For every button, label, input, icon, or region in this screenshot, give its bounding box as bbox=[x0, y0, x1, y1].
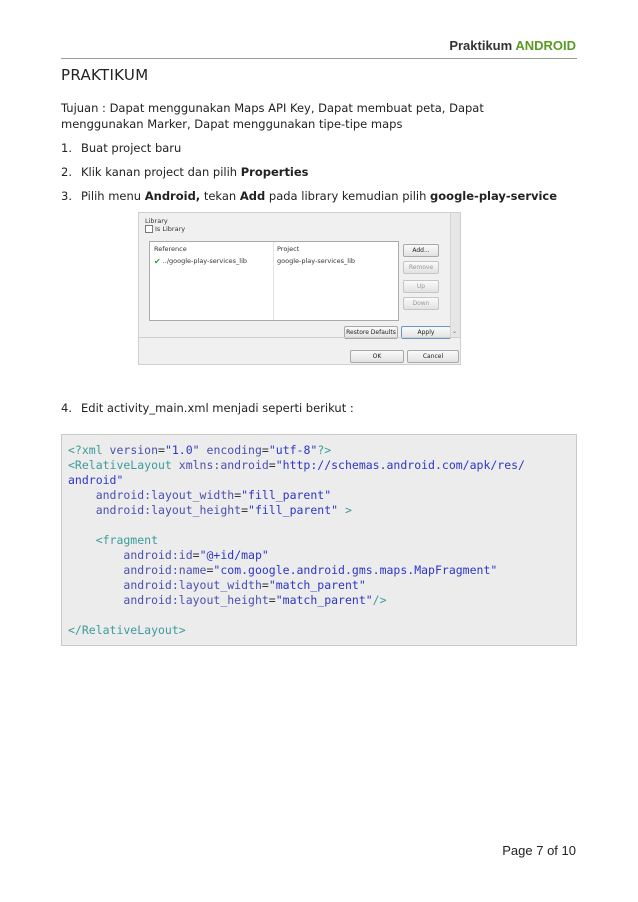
step-bold: Add bbox=[239, 189, 266, 203]
step-text: Klik kanan project dan pilih bbox=[81, 165, 241, 179]
column-header-project: Project bbox=[277, 245, 300, 253]
code-line: android:name="com.google.android.gms.maps.MapFragment" bbox=[123, 563, 498, 577]
header-divider bbox=[61, 58, 577, 59]
code-line: <fragment bbox=[68, 533, 159, 547]
step-bold: Properties bbox=[240, 165, 309, 179]
step-text: Buat project baru bbox=[81, 141, 182, 155]
step-text: pada library kemudian pilih bbox=[265, 189, 431, 203]
step-bold: Android, bbox=[144, 189, 201, 203]
project-cell: google-play-services_lib bbox=[277, 257, 356, 265]
code-listing bbox=[61, 434, 577, 646]
column-divider bbox=[273, 242, 274, 320]
column-header-reference: Reference bbox=[154, 245, 187, 253]
code-line: android:layout_height="fill_parent" > bbox=[95, 503, 352, 517]
steps-list bbox=[61, 140, 581, 212]
code-line-blank bbox=[68, 608, 570, 623]
table-row[interactable] bbox=[154, 257, 247, 265]
code-line: android" bbox=[68, 473, 124, 487]
checkbox-box[interactable] bbox=[145, 225, 153, 233]
is-library-label: Is Library bbox=[155, 225, 186, 233]
library-properties-screenshot bbox=[138, 212, 461, 365]
steps-list-continued bbox=[61, 400, 581, 424]
step-2 bbox=[61, 164, 581, 188]
add-button[interactable]: Add... bbox=[403, 244, 439, 257]
intro-paragraph: Tujuan : Dapat menggunakan Maps API Key, Dapat membuat peta, Dapat menggunakan Marker, Dapat menggunakan tipe-tipe maps bbox=[61, 101, 484, 131]
cancel-button[interactable]: Cancel bbox=[407, 350, 459, 363]
step-4 bbox=[61, 400, 581, 424]
restore-defaults-button[interactable]: Restore Defaults bbox=[344, 326, 398, 339]
code-line: </RelativeLayout> bbox=[68, 623, 186, 637]
up-button[interactable]: Up bbox=[403, 280, 439, 293]
code-line: android:id="@+id/map" bbox=[123, 548, 269, 562]
check-icon: ✔ bbox=[154, 256, 161, 266]
remove-button[interactable]: Remove bbox=[403, 261, 439, 274]
reference-cell: ../google-play-services_lib bbox=[162, 257, 248, 265]
code-line: android:layout_width="match_parent" bbox=[123, 578, 366, 592]
header-accent: ANDROID bbox=[515, 38, 576, 53]
code-line: android:layout_width="fill_parent" bbox=[95, 488, 332, 502]
down-button[interactable]: Down bbox=[403, 297, 439, 310]
ok-button[interactable]: OK bbox=[350, 350, 404, 363]
step-number: 4. bbox=[61, 401, 72, 415]
library-label: Library bbox=[145, 217, 168, 225]
page-number: Page 7 of 10 bbox=[502, 843, 576, 858]
code-line-blank bbox=[68, 518, 570, 533]
step-3 bbox=[61, 188, 581, 212]
step-number: 2. bbox=[61, 165, 72, 179]
step-text: Edit activity_main.xml menjadi seperti berikut : bbox=[81, 401, 354, 415]
page-header bbox=[449, 38, 576, 53]
apply-button[interactable]: Apply bbox=[401, 326, 451, 339]
header-prefix: Praktikum bbox=[449, 38, 513, 53]
step-number: 3. bbox=[61, 189, 72, 203]
dialog-separator bbox=[139, 337, 460, 338]
is-library-checkbox[interactable] bbox=[145, 225, 185, 233]
library-reference-table bbox=[149, 241, 399, 321]
step-number: 1. bbox=[61, 141, 72, 155]
step-bold: google-play-service bbox=[430, 189, 558, 203]
vertical-scrollbar[interactable] bbox=[450, 213, 460, 337]
page-title: PRAKTIKUM bbox=[61, 66, 149, 84]
code-line: android:layout_height="match_parent"/> bbox=[123, 593, 387, 607]
code-line: <RelativeLayout xmlns:android="http://schemas.android.com/apk/res/ bbox=[68, 458, 525, 472]
code-line: <?xml version="1.0" encoding="utf-8"?> bbox=[68, 443, 332, 457]
scroll-down-icon[interactable]: ⌄ bbox=[452, 328, 458, 335]
step-1 bbox=[61, 140, 581, 164]
step-text: Pilih menu bbox=[81, 189, 145, 203]
step-text: tekan bbox=[200, 189, 240, 203]
